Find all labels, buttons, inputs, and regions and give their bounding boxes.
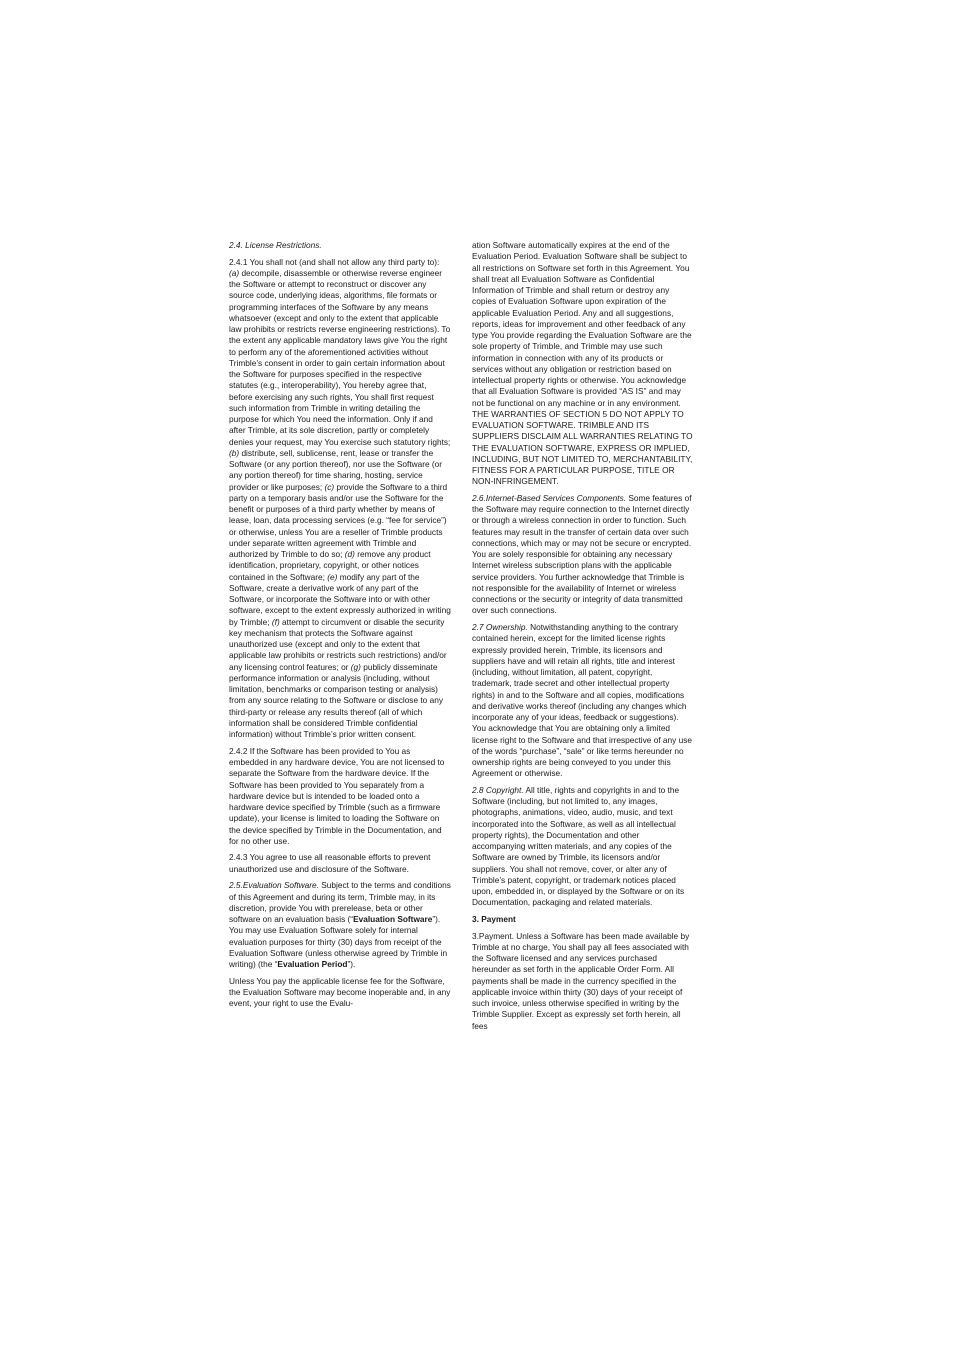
- text-run: attempt to circumvent or disable the security key mechanism that protects the Software against unauthorized use (except and only to the extent that applicable law prohibits or restricts such restrictions) and/or any licensing control features; or: [229, 616, 447, 672]
- text-run: remove any product identification, proprietary, copyright, or other notices contained in the Software;: [229, 549, 431, 582]
- text-run: distribute, sell, sublicense, rent, lease or transfer the Software (or any portion thereof), nor use the Software (or any portion thereof) for time sharing, hosting, service provider or like purposes;: [229, 447, 443, 492]
- text-run: Some features of the Software may require connection to the Internet directly or through a wireless connection in order to function. Such features may result in the transfer of certain data over such connections, which may or may not be secure or encrypted. You are solely responsible for obtaining any necessary Internet wireless subscription plans with the applicable service providers. You further acknowledge that Trimble is not responsible for the availability of Internet or wireless connections or the security or integrity of data transmitted over such connections.: [472, 492, 692, 616]
- clause-marker-d: (d): [344, 549, 355, 560]
- paragraph-3: 3.Payment. Unless a Software has been made available by Trimble at no charge, You shall pay all fees associated with the Software licensed and any services purchased hereunder as set forth in the applicable Order Form. All payments shall be made in the currency specified in the applicable invoice within thirty (30) days of your receipt of such invoice, unless otherwise specified in writing by the Trimble Supplier. Except as expressly set forth herein, all fees: [472, 930, 690, 1031]
- clause-marker-f: (f): [271, 616, 280, 627]
- text-run: ”). You may use Evaluation Software solely for internal evaluation purposes for thirty (30) days from receipt of the Evaluation Software (unless otherwise agreed by Trimble in writing) (the “: [229, 914, 448, 970]
- paragraph-2-4-2: 2.4.2 If the Software has been provided to You as embedded in any hardware device, You are not licensed to separate the Software from the hardware device. If the Software has been provided to You separately from a hardware device but is intended to be loaded onto a hardware device specified by Trimble (such as a firmware update), your license is limited to loading the Software on the device specified by Trimble in the Documentation, and for no other use.: [229, 745, 445, 846]
- right-column: [472, 240, 694, 1037]
- text-run: All title, rights and copyrights in and to the Software (including, but not limited to, any images, photographs, animations, video, audio, music, and text incorporated into the Software, as well as all intellectual property rights), the Documentation and other accompanying written materials, and any copies of the Software are owned by Trimble, its licensors and/or suppliers. You shall not remove, cover, or alter any of Trimble’s patent, copyright, or trademark notices placed upon, embedded in, or displayed by the Software or on its Documentation, packaging and related materials.: [472, 784, 685, 908]
- clause-marker-a: (a): [229, 267, 240, 278]
- text-run: publicly disseminate performance information or analysis (including, without limitation, benchmarks or comparison testing or analysis) from any source relating to the Software or disclose to any third-party or release any results thereof (all of which information shall be considered Trimble confidential information) without Trimble’s prior written consent.: [229, 661, 443, 740]
- left-column: [229, 240, 451, 1015]
- section-2-6-lead: 2.6.Internet-Based Services Components.: [472, 492, 627, 503]
- text-run: provide the Software to a third party on a temporary basis and/or use the Software for the benefit or purposes of a third party whether by means of lease, loan, data processing services (e.g. “fee for service”) or otherwise, unless You are a reseller of Trimble products under separate written agreement with Trimble and authorized by Trimble to do so;: [229, 481, 448, 560]
- paragraph-2-7: [472, 622, 694, 780]
- clause-marker-g: (g): [350, 661, 361, 672]
- section-2-7-lead: 2.7 Ownership.: [472, 622, 528, 633]
- text-run: 2.4.1 You shall not (and shall not allow any third party to):: [229, 256, 440, 267]
- section-2-5-lead: 2.5.Evaluation Software.: [229, 880, 319, 891]
- paragraph-2-4-3: 2.4.3 You agree to use all reasonable efforts to prevent unauthorized use and disclosure of the Software.: [229, 852, 431, 874]
- text-run: Subject to the terms and conditions of this Agreement and during its term, Trimble may, in its discretion, provide You with prerelease, beta or other software on an evaluation basis (“: [229, 880, 451, 925]
- section-3-heading: [472, 914, 694, 925]
- paragraph-2-4-1: [229, 257, 451, 741]
- term-evaluation-period: Evaluation Period: [277, 959, 348, 970]
- clause-marker-e: (e): [327, 571, 338, 582]
- clause-marker-b: (b): [229, 447, 240, 458]
- text-run: Notwithstanding anything to the contrary contained herein, except for the limited license rights expressly provided herein, Trimble, its licensors and suppliers have and will retain all rights, title and interest (including, without limitation, all patent, copyright, trademark, trade secret and other intellectual property rights) in and to the Software and all copies, modifications and derivative works thereof (including any changes which incorporate any of your ideas, feedback or suggestions). You acknowledge that You are obtaining only a limited license right to the Software and that irrespective of any use of the words “purchase”, “sale” or like terms hereunder no ownership rights are being conveyed to you under this Agreement or otherwise.: [472, 622, 692, 779]
- paragraph-2-6: [472, 493, 694, 617]
- section-2-8-lead: 2.8 Copyright.: [472, 784, 524, 795]
- term-evaluation-software: Evaluation Software: [353, 914, 433, 925]
- text-run: decompile, disassemble or otherwise reverse engineer the Software or attempt to reconstruct or discover any source code, underlying ideas, algorithms, file formats or programming interfaces of the Software by any means whatsoever (except and only to the extent that applicable law prohibits or restricts reverse engineering restrictions). To the extent any applicable mandatory laws give You the right to perform any of the aforementioned activities without Trimble’s consent in order to gain certain information about the Software for purposes specified in the respective statutes (e.g., interoperability), You hereby agree that, before exercising any such rights, You shall first request such information from Trimble in writing detailing the purpose for which You need the information. Only if and after Trimble, at its sole discretion, partly or completely denies your request, may You exercise such statutory rights;: [229, 267, 451, 447]
- text-run: ”).: [347, 959, 356, 970]
- section-3-heading-text: 3. Payment: [472, 914, 516, 925]
- clause-marker-c: (c): [324, 481, 335, 492]
- paragraph-2-5-continuation: ation Software automatically expires at the end of the Evaluation Period. Evaluation Software shall be subject to all restrictions on Software set forth in this Agreement. You shall treat all Evaluation Software as Confidential Information of Trimble and shall return or destroy any copies of Evaluation Software upon expiration of the applicable Evaluation Period. Any and all suggestions, reports, ideas for improvement and other feedback of any type You provide regarding the Evaluation Software are the sole property of Trimble, and Trimble may use such information in connection with any of its products or services without any obligation or restriction based on intellectual property rights or otherwise. You acknowledge that all Evaluation Software is provided “AS IS” and may not be functional on any machine or in any environment. THE WARRANTIES OF SECTION 5 DO NOT APPLY TO EVALUATION SOFTWARE. TRIMBLE AND ITS SUPPLIERS DISCLAIM ALL WARRANTIES RELATING TO THE EVALUATION SOFTWARE, EXPRESS OR IMPLIED, INCLUDING, BUT NOT LIMITED TO, MERCHANTABILITY, FITNESS FOR A PARTICULAR PURPOSE, TITLE OR NON-INFRINGEMENT.: [472, 240, 693, 487]
- paragraph-2-8: [472, 785, 694, 909]
- paragraph-2-5: [229, 880, 451, 970]
- paragraph-2-5-continued: Unless You pay the applicable license fee for the Software, the Evaluation Software may become inoperable and, in any event, your right to use the Evalu-: [229, 975, 451, 1009]
- text-run: modify any part of the Software, create a derivative work of any part of the Software, or incorporate the Software into or with other software, except to the extent expressly authorized in writing by Trimble;: [229, 571, 451, 627]
- section-2-4-heading: 2.4. License Restrictions.: [229, 240, 322, 250]
